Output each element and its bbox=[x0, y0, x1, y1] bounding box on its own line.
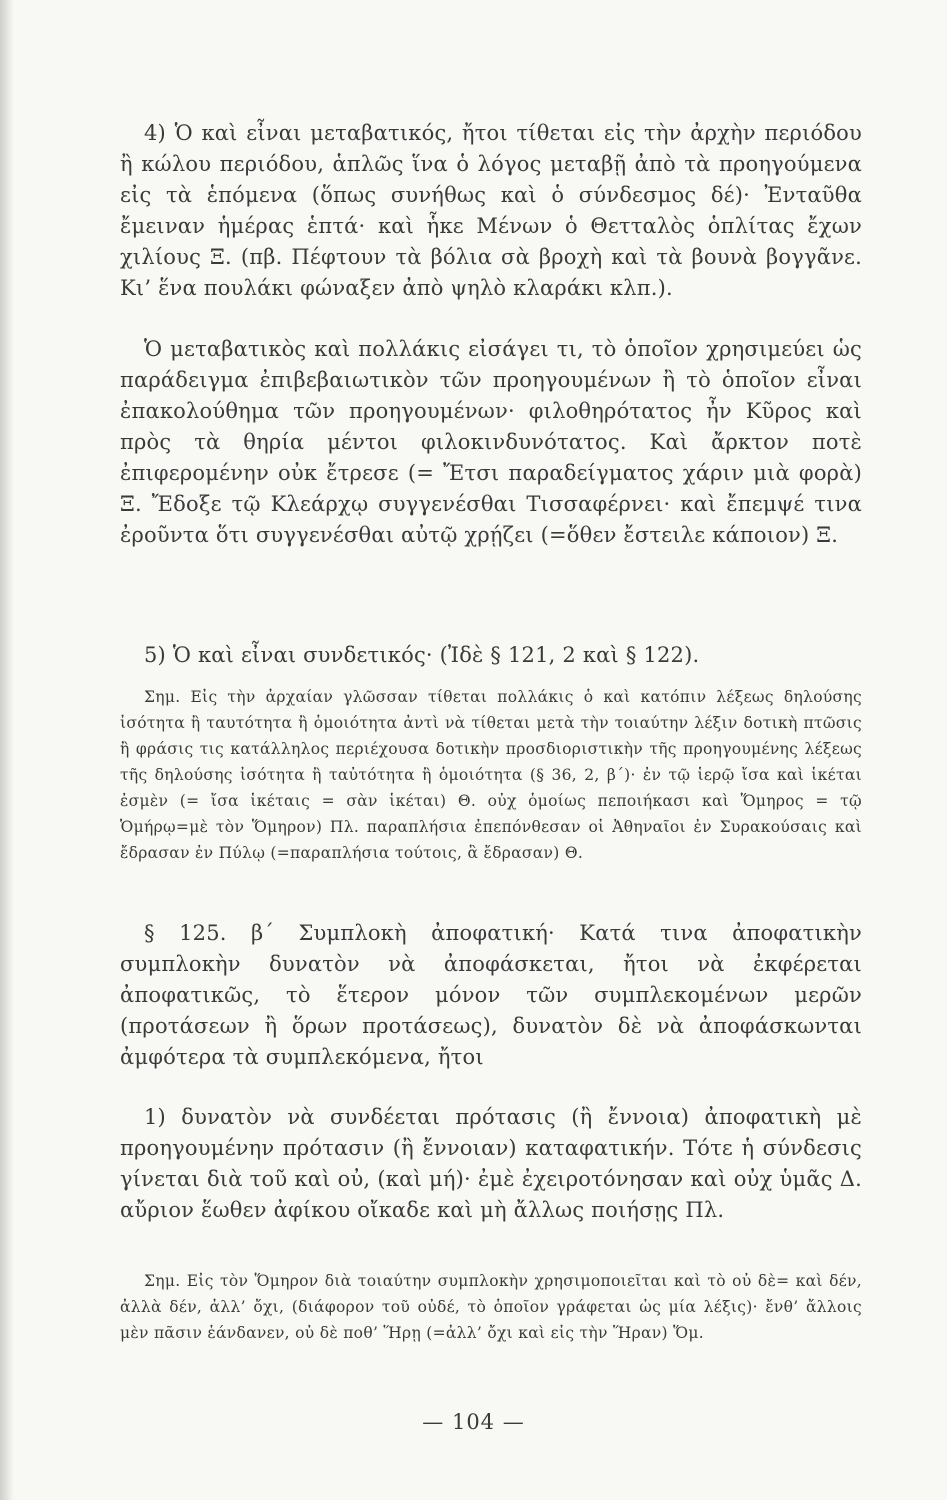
paragraph-4-continued bbox=[120, 334, 862, 551]
paragraph-1 bbox=[120, 1102, 862, 1226]
note-2 bbox=[120, 1268, 862, 1346]
page-edge-shadow bbox=[0, 0, 14, 1500]
page-number: — 104 — bbox=[422, 1410, 525, 1434]
paragraph-5 bbox=[120, 640, 862, 671]
section-125-text: § 125. β΄ Συμπλοκὴ ἀποφατική· Κατά τινα ἀποφατικὴν συμπλοκὴν δυνατὸν νὰ ἀποφάσκεται, ἤτοι νὰ ἐκφέρεται ἀποφατικῶς, τὸ ἕτερον μόνον τῶν συμπλεκομένων μερῶν (προτάσεων ἢ ὅρων προτάσεως), δυνατὸν δὲ νὰ ἀποφάσκωνται ἀμφότερα τὰ συμπλεκόμενα, ἤτοι bbox=[120, 921, 862, 1069]
paragraph-4b-text: Ὁ μεταβατικὸς καὶ πολλάκις εἰσάγει τι, τὸ ὁποῖον χρησιμεύει ὡς παράδειγμα ἐπιβεβαιωτικὸν τῶν προηγουμένων ἢ τὸ ὁποῖον εἶναι ἐπακολούθημα τῶν προηγουμένων· φιλοθηρότατος ἦν Κῦρος καὶ πρὸς τὰ θηρία μέντοι φιλοκινδυνότατος. Καὶ ἄρκτον ποτὲ ἐπιφερομένην οὐκ ἔτρεσε (= Ἔτσι παραδείγματος χάριν μιὰ φορὰ) Ξ. Ἔδοξε τῷ Κλεάρχῳ συγγενέσθαι Τισσαφέρνει· καὶ ἔπεμψέ τινα ἐροῦντα ὅτι συγγενέσθαι αὐτῷ χρῄζει (=ὅθεν ἔστειλε κάποιον) Ξ. bbox=[120, 337, 862, 547]
note-1 bbox=[120, 684, 862, 866]
paragraph-1-text: 1) δυνατὸν νὰ συνδέεται πρότασις (ἢ ἔννοια) ἀποφατικὴ μὲ προηγουμένην πρότασιν (ἢ ἔννοιαν) καταφατικήν. Τότε ἡ σύνδεσις γίνεται διὰ τοῦ καὶ οὐ, (καὶ μή)· ἐμὲ ἐχειροτόνησαν καὶ οὐχ ὑμᾶς Δ. αὔριον ἕωθεν ἀφίκου οἴκαδε καὶ μὴ ἄλλως ποιήσῃς Πλ. bbox=[120, 1105, 862, 1222]
note-2-text: Σημ. Εἰς τὸν Ὅμηρον διὰ τοιαύτην συμπλοκὴν χρησιμοποιεῖται καὶ τὸ οὐ δὲ= καὶ δέν, ἀλλὰ δέν, ἀλλ’ ὄχι, (διάφορον τοῦ οὐδέ, τὸ ὁποῖον γράφεται ὡς μία λέξις)· ἔνθ’ ἄλλοις μὲν πᾶσιν ἑάνδανεν, οὐ δὲ ποθ’ Ἥρῃ (=ἀλλ’ ὄχι καὶ εἰς τὴν Ἥραν) Ὅμ. bbox=[120, 1272, 862, 1342]
paragraph-4-text: 4) Ὁ καὶ εἶναι μεταβατικός, ἤτοι τίθεται εἰς τὴν ἀρχὴν περιόδου ἢ κώλου περιόδου, ἁπλῶς ἵνα ὁ λόγος μεταβῇ ἀπὸ τὰ προηγούμενα εἰς τὰ ἑπόμενα (ὅπως συνήθως καὶ ὁ σύνδεσμος δέ)· Ἐνταῦθα ἔμειναν ἡμέρας ἑπτά· καὶ ἧκε Μένων ὁ Θετταλὸς ὁπλίτας ἔχων χιλίους Ξ. (πβ. Πέφτουν τὰ βόλια σὰ βροχὴ καὶ τὰ βουνὰ βογγᾶνε. Κι’ ἕνα πουλάκι φώναξεν ἀπὸ ψηλὸ κλαράκι κλπ.). bbox=[120, 121, 862, 300]
paragraph-5-text: 5) Ὁ καὶ εἶναι συνδετικός· (Ἰδὲ § 121, 2 καὶ § 122). bbox=[144, 643, 700, 667]
note-1-text: Σημ. Εἰς τὴν ἀρχαίαν γλῶσσαν τίθεται πολλάκις ὁ καὶ κατόπιν λέξεως δηλούσης ἰσότητα ἢ ταυτότητα ἢ ὁμοιότητα ἀντὶ νὰ τίθεται μετὰ τὴν τοιαύτην λέξιν δοτικὴ πτῶσις ἢ φράσις τις κατάλληλος περιέχουσα δοτικὴν προσδιοριστικὴν τῆς προηγουμένης λέξεως τῆς δηλούσης ἰσότητα ἢ ταὐτότητα ἢ ὁμοιότητα (§ 36, 2, β΄)· ἐν τῷ ἱερῷ ἴσα καὶ ἱκέται ἐσμὲν (= ἴσα ἱκέταις = σὰν ἱκέται) Θ. οὐχ ὁμοίως πεποιήκασι καὶ Ὅμηρος = τῷ Ὁμήρῳ=μὲ τὸν Ὅμηρον) Πλ. παραπλήσια ἐπεπόνθεσαν οἱ Ἀθηναῖοι ἐν Συρακούσαις καὶ ἔδρασαν ἐν Πύλῳ (=παραπλήσια τούτοις, ἃ ἔδρασαν) Θ. bbox=[120, 688, 862, 862]
paragraph-4 bbox=[120, 118, 862, 304]
section-125 bbox=[120, 918, 862, 1073]
